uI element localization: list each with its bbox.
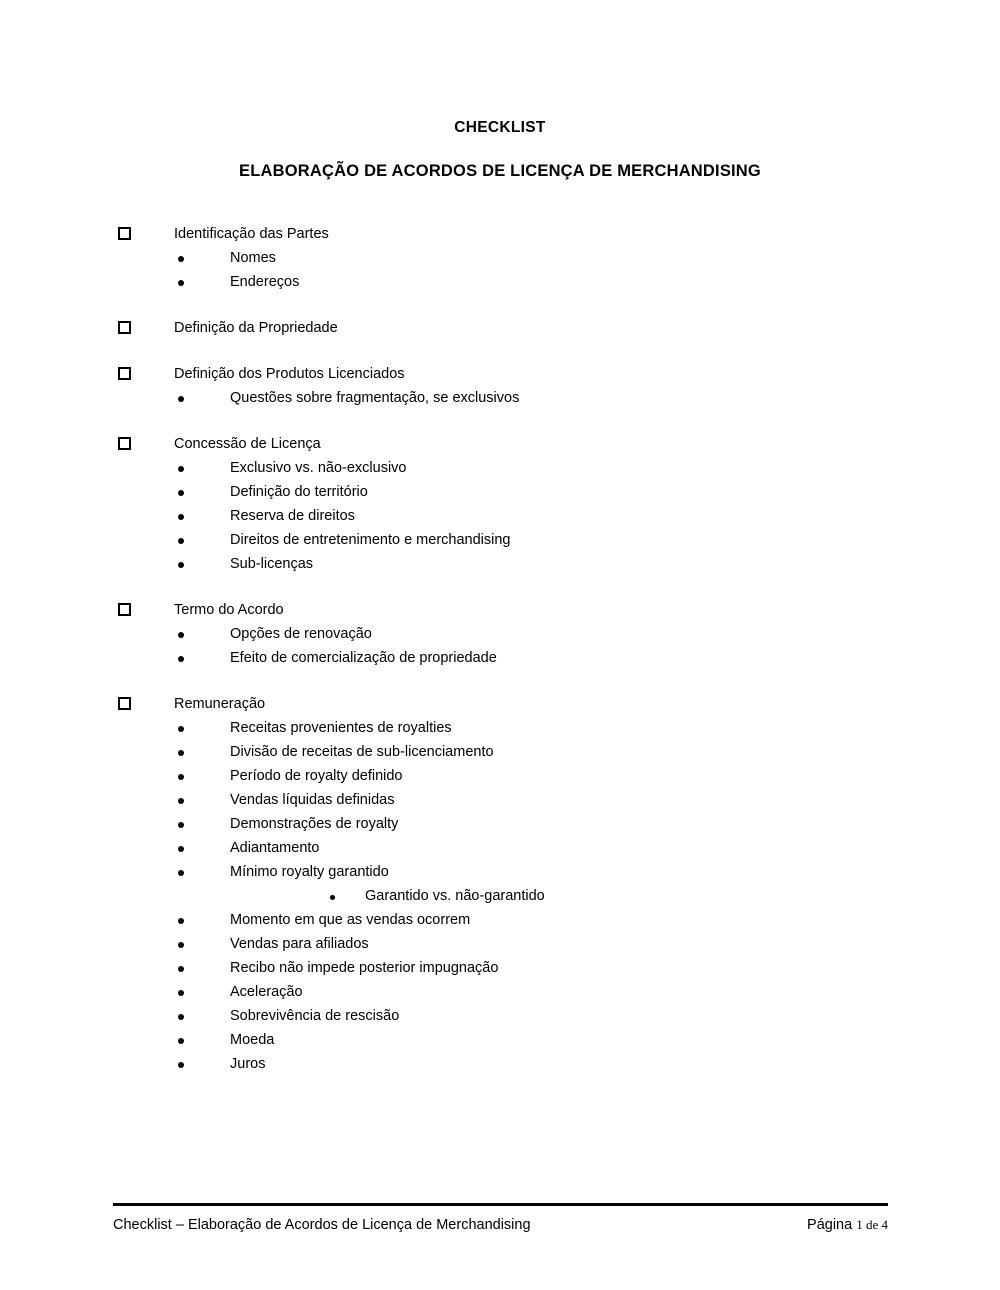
checklist-item-label: Nomes [230,250,276,266]
empty-checkbox-icon[interactable] [118,437,131,450]
footer-divider [113,1203,888,1206]
checklist-item-row [0,860,1000,884]
bullet-dot-icon [178,822,184,828]
checklist-item-label: Reserva de direitos [230,508,355,524]
bullet-dot-icon [178,1062,184,1068]
empty-checkbox-icon[interactable] [118,367,131,380]
bullet-dot-icon [178,726,184,732]
bullet-dot-icon [178,990,184,996]
bullet-dot-icon [178,256,184,262]
checklist-item-label: Opções de renovação [230,626,372,642]
checklist-section-row[interactable] [0,222,1000,246]
footer-document-name: Checklist – Elaboração de Acordos de Licença de Merchandising [113,1217,531,1233]
checklist-item-label: Receitas provenientes de royalties [230,720,452,736]
checklist-item-label: Juros [230,1056,266,1072]
checklist-item-label: Aceleração [230,984,303,1000]
bullet-dot-icon [178,538,184,544]
checklist-group [0,432,1000,576]
checklist-section-label: Remuneração [174,696,266,712]
footer-page-word: Página [807,1217,853,1233]
bullet-dot-icon [178,396,184,402]
checklist-item-row [0,812,1000,836]
document-headings [0,118,1000,181]
checklist-item-row [0,908,1000,932]
bullet-dot-icon [178,870,184,876]
page-title: CHECKLIST [454,119,546,136]
footer-page-number: 1 de 4 [856,1217,888,1232]
checklist-section-label: Definição dos Produtos Licenciados [174,366,405,382]
checklist-item-label: Sobrevivência de rescisão [230,1008,400,1024]
bullet-dot-icon [178,490,184,496]
checklist-item-row [0,716,1000,740]
checklist-item-row [0,1052,1000,1076]
bullet-dot-icon [178,514,184,520]
bullet-dot-icon [178,280,184,286]
checklist-item-row [0,528,1000,552]
bullet-dot-icon [178,562,184,568]
checklist-item-label: Vendas para afiliados [230,936,369,952]
checklist-item-label: Definição do território [230,484,368,500]
checklist-item-label: Exclusivo vs. não-exclusivo [230,460,407,476]
checklist-group [0,598,1000,670]
checklist-item-label: Sub-licenças [230,556,314,572]
bullet-dot-icon [178,966,184,972]
empty-checkbox-icon[interactable] [118,697,131,710]
bullet-dot-icon [178,774,184,780]
page-footer [113,1203,888,1235]
checklist-item-row [0,980,1000,1004]
checklist-item-label: Questões sobre fragmentação, se exclusivos [230,390,520,406]
checklist-item-row [0,1028,1000,1052]
checklist-item-row [0,480,1000,504]
checklist-section-row[interactable] [0,598,1000,622]
empty-checkbox-icon[interactable] [118,321,131,334]
checklist-item-row [0,270,1000,294]
checklist-item-row [0,788,1000,812]
checklist-item-label: Mínimo royalty garantido [230,864,389,880]
bullet-dot-icon [178,942,184,948]
checklist-item-label: Divisão de receitas de sub-licenciamento [230,744,494,760]
checklist-group [0,316,1000,340]
checklist-item-label: Demonstrações de royalty [230,816,399,832]
footer-page-indicator [807,1215,888,1235]
checklist-item-row [0,740,1000,764]
checklist-item-row [0,552,1000,576]
checklist-body [0,222,1000,1076]
empty-checkbox-icon[interactable] [118,227,131,240]
checklist-item-row [0,456,1000,480]
checklist-section-row[interactable] [0,362,1000,386]
checklist-item-row [0,622,1000,646]
bullet-dot-icon [178,1038,184,1044]
checklist-item-row [0,884,1000,908]
bullet-dot-icon [178,1014,184,1020]
checklist-item-label: Efeito de comercialização de propriedade [230,650,497,666]
checklist-section-label: Termo do Acordo [174,602,284,618]
bullet-dot-icon [178,656,184,662]
bullet-dot-icon [178,846,184,852]
checklist-group [0,222,1000,294]
checklist-section-label: Identificação das Partes [174,226,329,242]
checklist-item-label: Período de royalty definido [230,768,403,784]
bullet-dot-icon [178,632,184,638]
checklist-item-row [0,386,1000,410]
checklist-item-label: Endereços [230,274,300,290]
checklist-item-label: Vendas líquidas definidas [230,792,395,808]
checklist-group [0,692,1000,1076]
checklist-item-row [0,504,1000,528]
checklist-item-row [0,956,1000,980]
checklist-item-row [0,246,1000,270]
bullet-dot-icon [178,466,184,472]
checklist-section-row[interactable] [0,692,1000,716]
bullet-dot-icon [178,798,184,804]
checklist-item-row [0,646,1000,670]
bullet-dot-icon [330,895,335,900]
checklist-item-label: Direitos de entretenimento e merchandising [230,532,511,548]
bullet-dot-icon [178,750,184,756]
checklist-item-row [0,764,1000,788]
checklist-item-label: Recibo não impede posterior impugnação [230,960,499,976]
checklist-section-label: Definição da Propriedade [174,320,338,336]
checklist-section-row[interactable] [0,316,1000,340]
checklist-item-row [0,932,1000,956]
checklist-item-row [0,1004,1000,1028]
footer-row [113,1215,888,1235]
empty-checkbox-icon[interactable] [118,603,131,616]
checklist-group [0,362,1000,410]
page-subtitle: ELABORAÇÃO DE ACORDOS DE LICENÇA DE MERCHANDISING [239,162,761,180]
checklist-section-row[interactable] [0,432,1000,456]
checklist-section-label: Concessão de Licença [174,436,321,452]
checklist-item-label: Garantido vs. não-garantido [365,888,545,904]
checklist-item-label: Momento em que as vendas ocorrem [230,912,471,928]
checklist-item-row [0,836,1000,860]
checklist-item-label: Moeda [230,1032,275,1048]
checklist-item-label: Adiantamento [230,840,320,856]
bullet-dot-icon [178,918,184,924]
